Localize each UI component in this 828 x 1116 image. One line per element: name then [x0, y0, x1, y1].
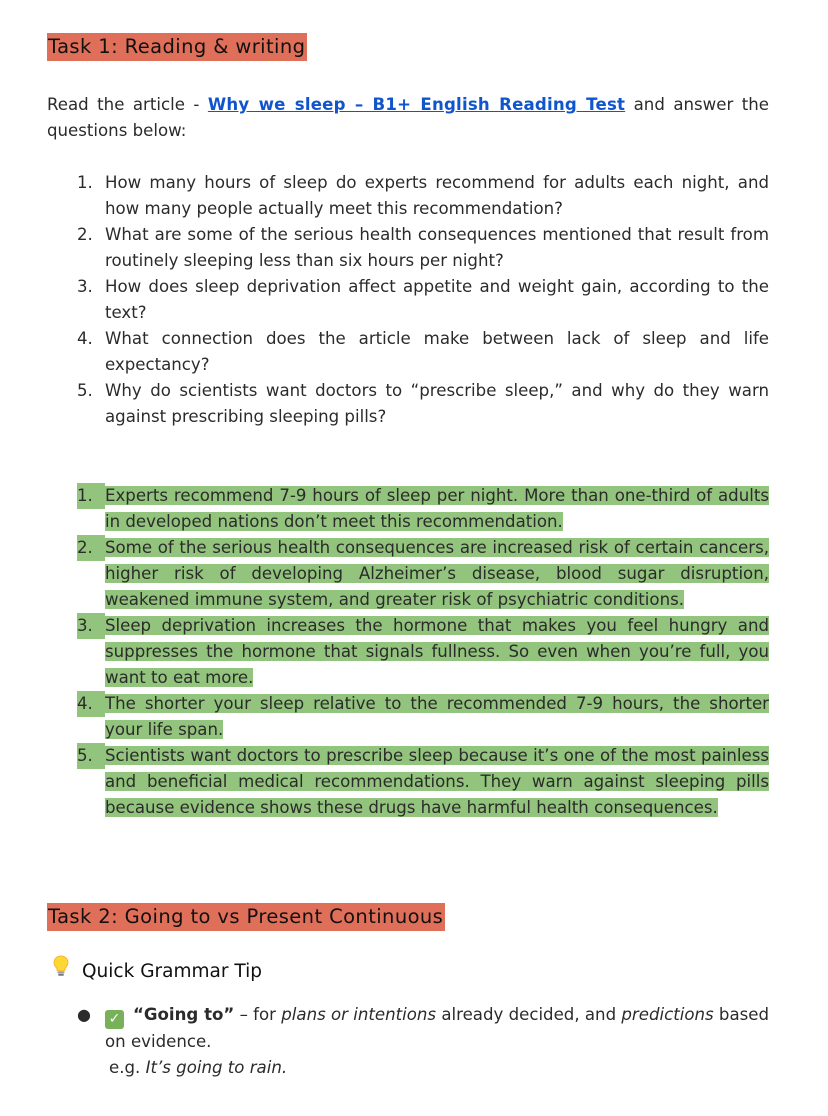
- question-item: [47, 326, 769, 378]
- questions-list: [47, 170, 769, 430]
- question-text: How many hours of sleep do experts recommend for adults each night, and how many people actually meet this recommendation?: [105, 173, 769, 218]
- answer-item: [47, 743, 769, 821]
- answer-text: Some of the serious health consequences are increased risk of certain cancers, higher risk of developing Alzheimer’s disease, blood sugar disruption, weakened immune system, and greater risk of psychiatric conditions.: [105, 538, 769, 609]
- answer-item: [47, 483, 769, 535]
- bullet-dot: ●: [77, 1005, 91, 1024]
- answer-number: 3.: [77, 613, 105, 639]
- article-link[interactable]: Why we sleep – B1+ English Reading Test: [207, 95, 626, 114]
- example-line: [47, 1055, 769, 1081]
- grammar-bullet: [47, 1002, 769, 1081]
- answer-item: [47, 613, 769, 691]
- going-to-term: “Going to”: [133, 1005, 235, 1024]
- question-text: Why do scientists want doctors to “prescribe sleep,” and why do they warn against prescribing sleeping pills?: [105, 381, 769, 426]
- question-number: 5.: [77, 381, 93, 400]
- tip-title-text: Quick Grammar Tip: [82, 961, 262, 982]
- question-text: What connection does the article make between lack of sleep and life expectancy?: [105, 329, 769, 374]
- bullet-mid: already decided, and: [436, 1005, 622, 1024]
- task1-heading: Task 1: Reading & writing: [47, 33, 307, 61]
- question-number: 1.: [77, 173, 93, 192]
- answers-list: [47, 483, 769, 821]
- question-number: 2.: [77, 225, 93, 244]
- lightbulb-icon: [50, 955, 72, 986]
- task1-intro: [47, 92, 769, 144]
- answer-number: 1.: [77, 483, 105, 509]
- plans-italic: plans or intentions: [281, 1005, 437, 1024]
- answer-text: Scientists want doctors to prescribe sleep because it’s one of the most painless and beneficial medical recommendations. They warn against sleeping pills because evidence shows these drugs have harmful health consequences.: [105, 746, 769, 817]
- task2-heading: Task 2: Going to vs Present Continuous: [47, 903, 445, 931]
- question-text: What are some of the serious health consequences mentioned that result from routinely sleeping less than six hours per night?: [105, 225, 769, 270]
- answer-item: [47, 691, 769, 743]
- question-item: [47, 274, 769, 326]
- grammar-tip-title: [50, 955, 262, 983]
- question-item: [47, 170, 769, 222]
- example-text: It’s going to rain.: [145, 1058, 288, 1077]
- question-number: 4.: [77, 329, 93, 348]
- predictions-italic: predictions: [621, 1005, 714, 1024]
- answer-text: Experts recommend 7-9 hours of sleep per night. More than one-third of adults in developed nations don’t meet this recommendation.: [105, 486, 769, 531]
- intro-text-before: Read the article -: [47, 95, 208, 114]
- answer-number: 4.: [77, 691, 105, 717]
- check-mark-icon: ✓: [105, 1010, 124, 1029]
- question-item: [47, 222, 769, 274]
- question-text: How does sleep deprivation affect appetite and weight gain, according to the text?: [105, 277, 769, 322]
- answer-number: 5.: [77, 743, 105, 769]
- question-item: [47, 378, 769, 430]
- eg-label: e.g.: [109, 1058, 146, 1077]
- answer-text: The shorter your sleep relative to the recommended 7-9 hours, the shorter your life span.: [105, 694, 769, 739]
- answer-text: Sleep deprivation increases the hormone that makes you feel hungry and suppresses the hormone that signals fullness. So even when you’re full, you want to eat more.: [105, 616, 769, 687]
- answer-item: [47, 535, 769, 613]
- answer-number: 2.: [77, 535, 105, 561]
- bullet-end: based on evidence.: [105, 1005, 770, 1051]
- bullet-text: [47, 1002, 769, 1055]
- bullet-dash: – for: [234, 1005, 282, 1024]
- intro-text-after: and answer the questions below:: [47, 95, 769, 140]
- question-number: 3.: [77, 277, 93, 296]
